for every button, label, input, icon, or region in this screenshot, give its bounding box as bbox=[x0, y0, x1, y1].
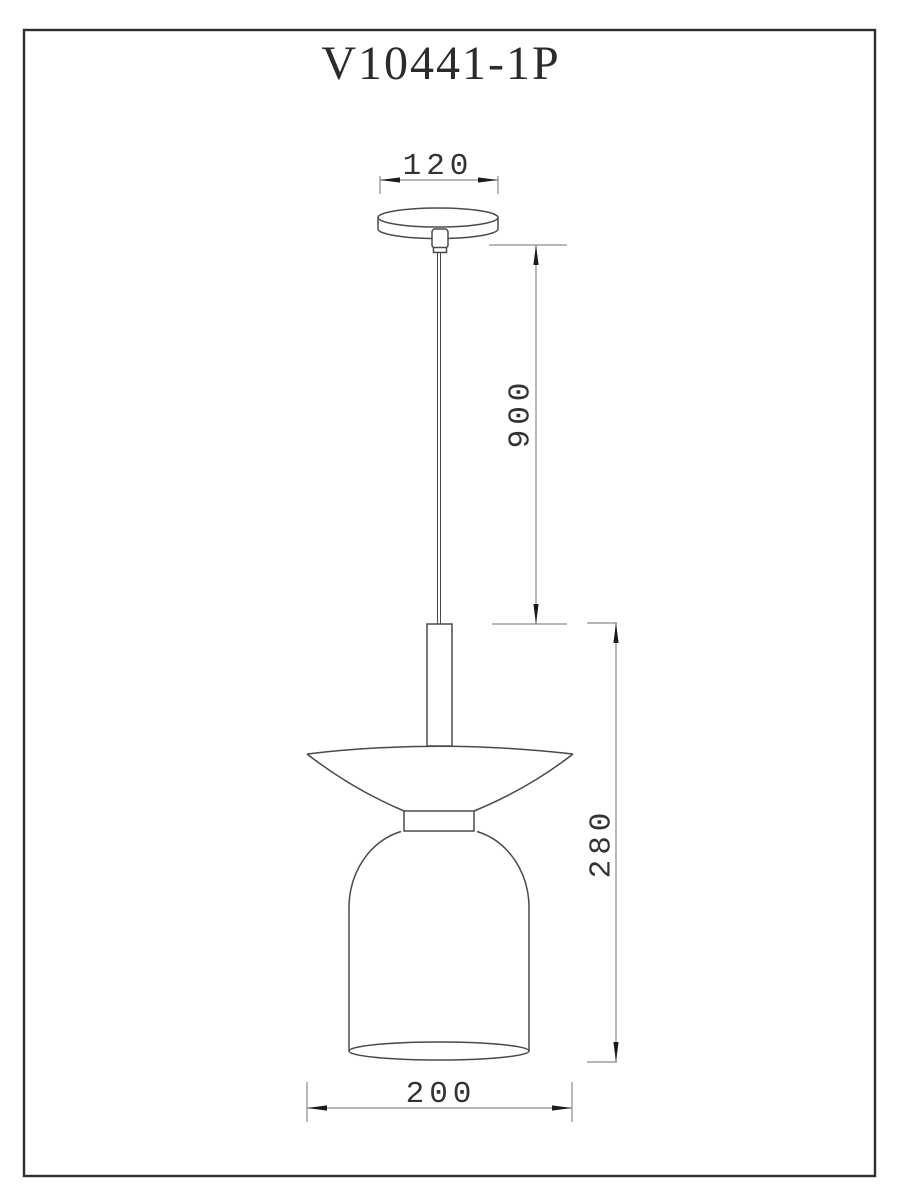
model-number-title: V10441-1P bbox=[321, 37, 561, 90]
suspension-cord bbox=[438, 253, 441, 624]
dome-shade bbox=[349, 832, 529, 1061]
dim-label-body-height: 280 bbox=[584, 807, 620, 879]
bowl-diffuser bbox=[307, 746, 573, 811]
drawing-border bbox=[24, 30, 875, 1176]
dim-label-suspension-length: 900 bbox=[503, 377, 539, 449]
pendant-lamp-outline bbox=[307, 208, 573, 1060]
dimension-lines bbox=[307, 176, 619, 1122]
stem-tube bbox=[427, 624, 452, 746]
dim-label-body-diameter: 200 bbox=[405, 1077, 477, 1112]
cord-connector bbox=[432, 229, 448, 253]
dim-label-canopy-diameter: 120 bbox=[402, 149, 474, 184]
neck-ring bbox=[404, 811, 474, 831]
